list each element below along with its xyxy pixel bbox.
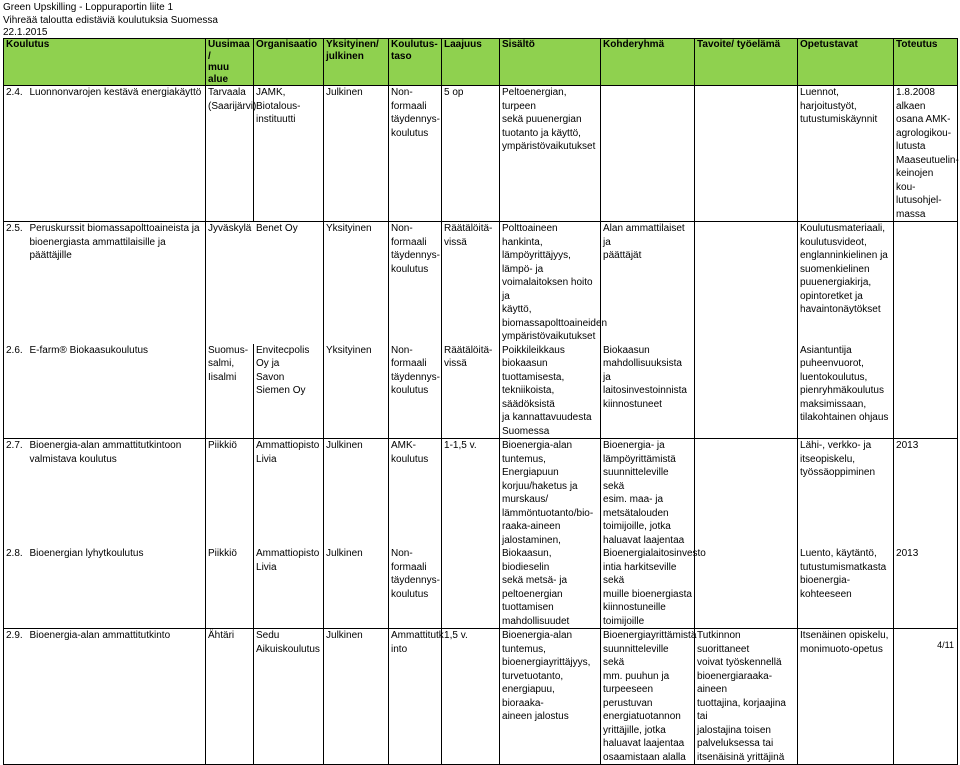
row-number: 2.4. xyxy=(4,86,28,222)
row-teaching-methods: Itsenäinen opiskelu, monimuoto-opetus xyxy=(798,629,894,765)
row-title: E-farm® Biokaasukoulutus xyxy=(28,344,206,439)
row-organisation: Sedu Aikuiskoulutus xyxy=(254,629,324,765)
row-target-group: Bioenergialaitosinvesto intia harkitseville sekä muille bioenergiasta kiinnostuneille toimijoille xyxy=(601,547,695,629)
row-scope: 5 op xyxy=(442,86,500,222)
row-target-group: Biokaasun mahdollisuuksista ja laitosinvestoinnista kiinnostuneet xyxy=(601,344,695,439)
row-goal xyxy=(695,86,798,222)
row-title: Bioenergia-alan ammattitutkinto xyxy=(28,629,206,765)
table-row xyxy=(4,222,958,344)
page-number: 4/11 xyxy=(937,640,954,650)
row-area: Piikkiö xyxy=(206,439,254,548)
report-subtitle: Vihreää taloutta edistäviä koulutuksia Suomessa xyxy=(3,14,218,26)
row-content: Bioenergia-alan tuntemus, bioenergiayrittäjyys, turvetuotanto, energiapuu, bioraaka- aineen jalostus xyxy=(500,629,601,765)
row-number: 2.6. xyxy=(4,344,28,439)
table-row xyxy=(4,629,958,765)
row-target-group: Bioenergia- ja lämpöyrittämistä suunnitteleville sekä esim. maa- ja metsätalouden toimijoille, jotka haluavat laajentaa xyxy=(601,439,695,548)
col-header-opetustavat: Opetustavat xyxy=(798,39,894,86)
row-implementation xyxy=(894,222,958,344)
row-area: Suomus- salmi, Iisalmi xyxy=(206,344,254,439)
col-header-alue: Uusimaa / muu alue xyxy=(206,39,254,86)
row-teaching-methods: Luento, käytäntö, tutustumismatkasta bioenergia-kohteeseen xyxy=(798,547,894,629)
row-title: Peruskurssit biomassapolttoaineista ja bioenergiasta ammattilaisille ja päättäjille xyxy=(28,222,206,344)
table-row xyxy=(4,439,958,548)
row-sector: Yksityinen xyxy=(324,222,389,344)
row-area xyxy=(206,222,324,344)
row-title: Luonnonvarojen kestävä energiakäyttö xyxy=(28,86,206,222)
row-level: Non- formaali täydennys- koulutus xyxy=(389,86,442,222)
row-level: AMK- koulutus xyxy=(389,439,442,548)
row-sector: Yksityinen xyxy=(324,344,389,439)
table-row xyxy=(4,86,958,222)
training-table xyxy=(3,38,958,765)
row-content: Peltoenergian, turpeen sekä puuenergian tuotanto ja käyttö, ympäristövaikutukset xyxy=(500,86,601,222)
row-area: Tarvaala (Saarijärvi) xyxy=(206,86,254,222)
row-area: Ähtäri xyxy=(206,629,254,765)
row-goal xyxy=(695,439,798,548)
report-date: 22.1.2015 xyxy=(3,27,48,38)
row-content: Bioenergia-alan tuntemus, Energiapuun korjuu/haketus ja murskaus/ lämmöntuotanto/bio- raaka-aineen jalostaminen, xyxy=(500,439,601,548)
row-organisation: Ammattiopisto Livia xyxy=(254,547,324,629)
row-implementation: 1.8.2008 alkaen osana AMK- agrologikou- lutusta Maaseutuelin- keinojen kou- lutusohjel- massa xyxy=(894,86,958,222)
row-target-group: Alan ammattilaiset ja päättäjät xyxy=(601,222,695,344)
col-header-tavoite: Tavoite/ työelämä xyxy=(695,39,798,86)
row-content: Polttoaineen hankinta, lämpöyrittäjyys, lämpö- ja voimalaitoksen hoito ja käyttö, biomassapolttoaineiden ympäristövaikutukset xyxy=(500,222,601,344)
row-teaching-methods: Lähi-, verkko- ja itseopiskelu, työssäoppiminen xyxy=(798,439,894,548)
row-scope: 1,5 v. xyxy=(442,629,500,765)
row-number: 2.9. xyxy=(4,629,28,765)
table-row xyxy=(4,547,958,629)
row-scope: 1-1,5 v. xyxy=(442,439,500,548)
row-area: Piikkiö xyxy=(206,547,254,629)
row-target-group: Bioenergiayrittämistä suunnitteleville sekä mm. puuhun ja turpeeseen perustuvan energiatuotannon yrittäjille, jotka haluavat laajentaa osaamistaan alalla xyxy=(601,629,695,765)
col-header-sektori: Yksityinen/ julkinen xyxy=(324,39,389,86)
table-header-row xyxy=(4,39,958,86)
row-implementation xyxy=(894,344,958,439)
row-number: 2.5. xyxy=(4,222,28,344)
row-organisation: Envitecpolis Oy ja Savon Siemen Oy xyxy=(254,344,324,439)
row-sector: Julkinen xyxy=(324,86,389,222)
row-goal xyxy=(695,222,798,344)
col-header-kohderyhma: Kohderyhmä xyxy=(601,39,695,86)
row-sector: Julkinen xyxy=(324,629,389,765)
row-organisation: Ammattiopisto Livia xyxy=(254,439,324,548)
row-implementation: 2013 xyxy=(894,439,958,548)
row-number: 2.8. xyxy=(4,547,28,629)
row-level: Non- formaali täydennys- koulutus xyxy=(389,222,442,344)
col-header-taso: Koulutus- taso xyxy=(389,39,442,86)
col-header-toteutus: Toteutus xyxy=(894,39,958,86)
row-organisation-text: Benet Oy xyxy=(256,223,298,234)
table-row xyxy=(4,344,958,439)
row-goal: Tutkinnon suorittaneet voivat työskennellä bioenergiaraaka-aineen tuottajina, korjaajina tai jalostajina toisen palveluksessa tai itsenäisinä yrittäjinä xyxy=(695,629,798,765)
row-goal xyxy=(695,344,798,439)
row-sector: Julkinen xyxy=(324,547,389,629)
row-number: 2.7. xyxy=(4,439,28,548)
row-teaching-methods: Asiantuntija puheenvuorot, luentokoulutus, pienryhmäkoulutus maksimissaan, tilakohtainen ohjaus xyxy=(798,344,894,439)
report-title: Green Upskilling - Loppuraportin liite 1 xyxy=(3,2,174,13)
row-content: Biokaasun, biodieselin sekä metsä- ja peltoenergian tuottamisen mahdollisuudet xyxy=(500,547,601,629)
row-organisation: JAMK, Biotalous- instituutti xyxy=(254,86,324,222)
row-title: Bioenergian lyhytkoulutus xyxy=(28,547,206,629)
row-scope xyxy=(442,547,500,629)
row-teaching-methods: Koulutusmateriaali, koulutusvideot, englanninkielinen ja suomenkielinen puuenergiakirja, opintoretket ja havaintonäytökset xyxy=(798,222,894,344)
row-area-text: Jyväskylä xyxy=(208,223,252,234)
col-header-koulutus: Koulutus xyxy=(4,39,206,86)
row-content: Poikkileikkaus biokaasun tuottamisesta, tekniikoista, säädöksistä ja kannattavuudesta Suomessa xyxy=(500,344,601,439)
row-sector: Julkinen xyxy=(324,439,389,548)
row-level: Non- formaali täydennys- koulutus xyxy=(389,344,442,439)
col-header-laajuus: Laajuus xyxy=(442,39,500,86)
row-target-group xyxy=(601,86,695,222)
row-scope: Räätälöitä- vissä xyxy=(442,344,500,439)
col-header-organisaatio: Organisaatio xyxy=(254,39,324,86)
document-header xyxy=(3,2,218,40)
col-header-sisalto: Sisältö xyxy=(500,39,601,86)
row-level: Non- formaali täydennys- koulutus xyxy=(389,547,442,629)
row-title: Bioenergia-alan ammattitutkintoon valmistava koulutus xyxy=(28,439,206,548)
row-implementation: 2013 xyxy=(894,547,958,629)
row-goal xyxy=(695,547,798,629)
row-teaching-methods: Luennot, harjoitustyöt, tutustumiskäynnit xyxy=(798,86,894,222)
row-level: Ammattitutk into xyxy=(389,629,442,765)
row-scope: Räätälöitä- vissä xyxy=(442,222,500,344)
